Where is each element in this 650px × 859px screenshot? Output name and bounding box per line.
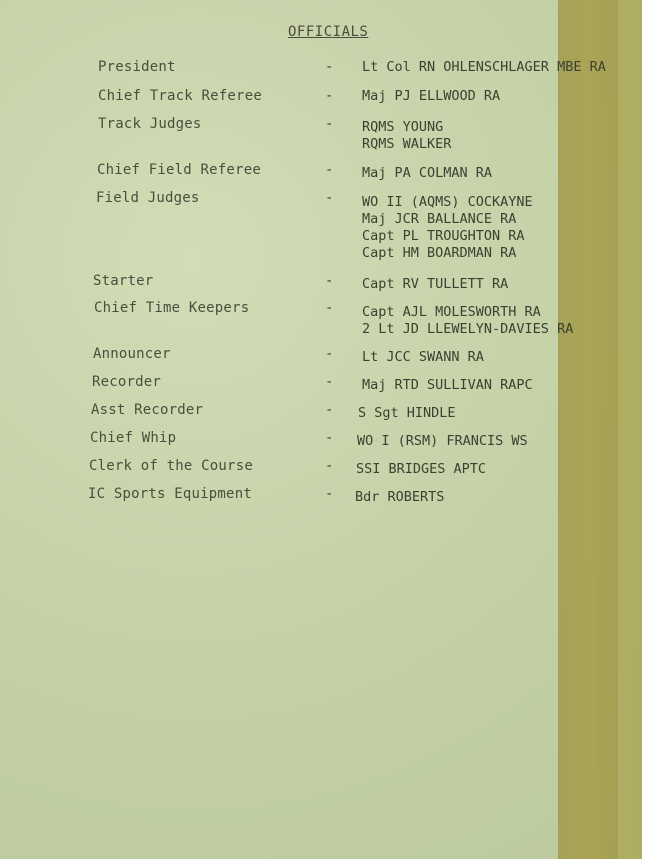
names-list <box>357 433 528 450</box>
official-name: Capt AJL MOLESWORTH RA <box>362 304 541 320</box>
role-label: Starter <box>93 273 154 289</box>
names-list <box>356 461 486 478</box>
official-name: Lt JCC SWANN RA <box>362 349 484 365</box>
official-name: Capt RV TULLETT RA <box>362 276 509 292</box>
document-title: OFFICIALS <box>288 24 369 40</box>
separator: - <box>325 402 334 418</box>
role-label: Chief Whip <box>90 430 177 446</box>
separator: - <box>325 430 334 446</box>
official-name: WO II (AQMS) COCKAYNE <box>362 194 533 210</box>
role-label: Recorder <box>92 374 162 390</box>
names-list <box>362 59 606 76</box>
separator: - <box>325 116 334 132</box>
role-label: Track Judges <box>98 116 202 132</box>
official-name: Lt Col RN OHLENSCHLAGER MBE RA <box>362 59 606 75</box>
official-name: 2 Lt JD LLEWELYN-DAVIES RA <box>362 321 574 337</box>
official-name: S Sgt HINDLE <box>358 405 456 421</box>
separator: - <box>325 486 334 502</box>
separator: - <box>325 162 334 178</box>
official-name: Bdr ROBERTS <box>355 489 445 505</box>
official-name: Capt PL TROUGHTON RA <box>362 228 525 244</box>
separator: - <box>325 458 334 474</box>
names-list <box>355 489 444 506</box>
role-label: Chief Track Referee <box>98 88 262 104</box>
separator: - <box>325 88 334 104</box>
names-list <box>362 276 508 293</box>
separator: - <box>325 300 334 316</box>
separator: - <box>325 273 334 289</box>
names-list <box>362 119 451 153</box>
names-list <box>362 304 573 338</box>
names-list <box>362 377 533 394</box>
role-label: Chief Time Keepers <box>94 300 250 316</box>
role-label: Clerk of the Course <box>89 458 253 474</box>
role-label: Chief Field Referee <box>97 162 261 178</box>
separator: - <box>325 346 334 362</box>
official-name: SSI BRIDGES APTC <box>356 461 487 477</box>
separator: - <box>325 59 334 75</box>
official-name: Maj JCR BALLANCE RA <box>362 211 517 227</box>
official-name: Maj PJ ELLWOOD RA <box>362 88 501 104</box>
role-label: Field Judges <box>96 190 200 206</box>
official-name: Maj RTD SULLIVAN RAPC <box>362 377 533 393</box>
names-list <box>358 405 456 422</box>
names-list <box>362 88 500 105</box>
official-name: WO I (RSM) FRANCIS WS <box>357 433 528 449</box>
names-list <box>362 349 484 366</box>
role-label: President <box>98 59 176 75</box>
tape-edge <box>618 0 642 859</box>
official-name: RQMS WALKER <box>362 136 452 152</box>
official-name: Capt HM BOARDMAN RA <box>362 245 517 261</box>
separator: - <box>325 190 334 206</box>
role-label: Asst Recorder <box>91 402 204 418</box>
role-label: Announcer <box>93 346 171 362</box>
official-name: Maj PA COLMAN RA <box>362 165 493 181</box>
names-list <box>362 165 492 182</box>
names-list <box>362 194 533 262</box>
separator: - <box>325 374 334 390</box>
role-label: IC Sports Equipment <box>88 486 252 502</box>
official-name: RQMS YOUNG <box>362 119 444 135</box>
